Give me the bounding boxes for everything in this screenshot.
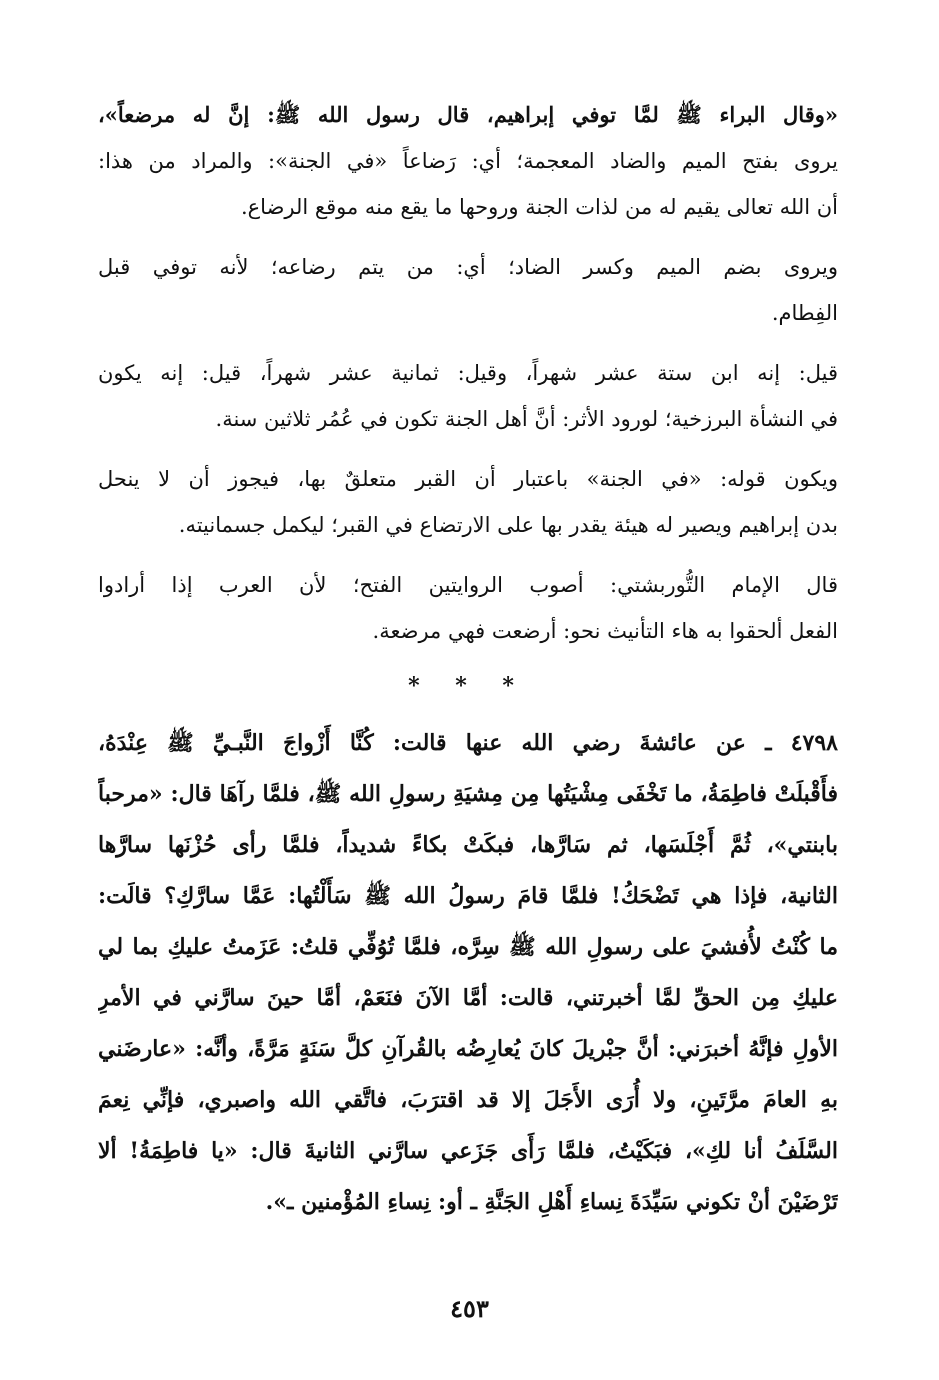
- hadith-line: ٤٧٩٨ ـ عن عائشةَ رضي الله عنها قالت: كُنَّا أَزْواجَ النَّبـيِّ ﷺ عِنْدَهُ،: [98, 730, 838, 756]
- hadith-line: الأولِ فإنَّهُ أخبرَني: أنَّ جبْريلَ كانَ يُعارِضُه بالقُرآنِ كلَّ سَنَةٍ مَرَّةً، وأنَّه: «عارضَني: [98, 1036, 838, 1062]
- commentary-paragraph-1: [98, 92, 838, 230]
- hadith-line: الثانية، فإذا هي تَضْحَكُ! فلمَّا قامَ رسولُ الله ﷺ سَأَلْتُها: عَمَّا سارَّكِ؟ قالَت:: [98, 883, 838, 909]
- commentary-paragraph-5: [98, 562, 838, 654]
- hadith-line: فأَقْبلَتْ فاطِمَةُ، ما تَخْفَى مِشْيَتُها مِن مِشيَةِ رسولِ الله ﷺ، فلمَّا رآهَا قال: «مرحباً: [98, 781, 838, 807]
- commentary-line: في النشأة البرزخية؛ لورود الأثر: أنَّ أهل الجنة تكون في عُمُر ثلاثين سنة.: [215, 407, 838, 431]
- commentary-line: أن الله تعالى يقيم له من لذات الجنة وروحها ما يقع منه موقع الرضاع.: [240, 195, 838, 219]
- commentary-line: قيل: إنه ابن ستة عشر شهراً، وقيل: ثمانية عشر شهراً، قيل: إنه يكون: [98, 361, 838, 385]
- commentary-line: ويكون قوله: «في الجنة» باعتبار أن القبر متعلقٌ بها، فيجوز أن لا ينحل: [98, 467, 838, 491]
- commentary-line: الفِطام.: [771, 301, 838, 325]
- document-page: [98, 92, 838, 1332]
- commentary-paragraph-4: [98, 456, 838, 548]
- hadith-line: بهِ العامَ مرَّتَينِ، ولا أُرَى الأَجَلَ إلا قد اقترَبَ، فاتَّقي الله واصبري، فإنِّي نِعمَ: [98, 1087, 838, 1113]
- hadith-line: تَرْضَيْنَ أنْ تكوني سَيِّدَةَ نِساءِ أَهْلِ الجَنَّةِ ـ أو: نِساءِ المُؤْمنين ـ».: [265, 1189, 838, 1215]
- hadith-line: بابنتي»، ثُمَّ أَجْلَسَها، ثم سَارَّها، فبكَتْ بكاءً شديداً، فلمَّا رأى حُزْنَها سارَّها: [98, 832, 838, 858]
- commentary-line: الفعل ألحقوا به هاء التأنيث نحو: أرضعت فهي مرضعة.: [372, 619, 838, 643]
- page-number: ٤٥٣: [450, 1294, 489, 1323]
- commentary-paragraph-3: [98, 350, 838, 442]
- commentary-line: «وقال البراء ﷺ لمَّا توفي إبراهيم، قال رسول الله ﷺ: إنَّ له مرضعاً»،: [98, 102, 838, 127]
- commentary-line: ويروى بضم الميم وكسر الضاد؛ أي: من يتم رضاعه؛ لأنه توفي قبل: [98, 255, 838, 279]
- section-separator: * * *: [408, 673, 528, 699]
- hadith-4798: [98, 718, 838, 1228]
- commentary-line: يروى بفتح الميم والضاد المعجمة؛ أي: رَضاعاً «في الجنة»: والمراد من هذا:: [98, 149, 838, 173]
- commentary-line: بدن إبراهيم ويصير له هيئة يقدر بها على الارتضاع في القبر؛ ليكمل جسمانيته.: [178, 513, 838, 537]
- commentary-line: قال الإمام التُّوربشتي: أصوب الروايتين الفتح؛ لأن العرب إذا أرادوا: [98, 573, 838, 597]
- commentary-paragraph-2: [98, 244, 838, 336]
- hadith-line: السَّلَفُ أنا لكِ»، فبَكَيْتُ، فلمَّا رَأَى جَزَعي سارَّني الثانيةَ قال: «يا فاطِمَةُ! ألا: [98, 1138, 838, 1164]
- hadith-line: عليكِ مِن الحقِّ لمَّا أخبرتني، قالت: أمَّا الآنَ فنَعَمْ، أمَّا حينَ سارَّني في الأمرِ: [98, 985, 838, 1011]
- hadith-line: ما كُنْتُ لأُفشيَ على رسولِ الله ﷺ سِرَّه، فلمَّا تُوُفِّي قلتُ: عَزَمتُ عليكِ بما لي: [98, 934, 838, 960]
